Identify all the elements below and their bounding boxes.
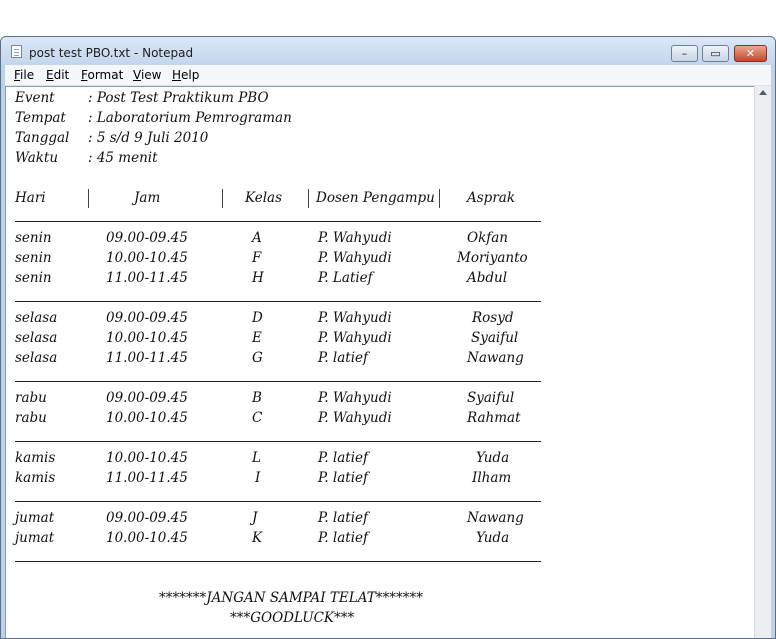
scroll-up-arrow-icon[interactable] [759, 90, 767, 95]
cell-asprak: Abdul [467, 270, 508, 286]
header-dosen: Dosen Pengampu [316, 190, 435, 206]
cell-hari: senin [15, 270, 52, 286]
menu-view[interactable]: View [133, 68, 162, 82]
cell-hari: rabu [15, 410, 47, 426]
cell-jam: 10.00-10.45 [106, 330, 188, 346]
cell-kelas: G [252, 350, 263, 366]
cell-asprak: Rahmat [467, 410, 521, 426]
cell-dosen: P. Wahyudi [318, 230, 392, 246]
cell-hari: kamis [15, 450, 56, 466]
cell-kelas: K [252, 530, 263, 546]
cell-asprak: Rosyd [472, 310, 514, 326]
info-value-event: : Post Test Praktikum PBO [88, 90, 269, 106]
notepad-window [0, 36, 776, 639]
close-button[interactable]: ✕ [734, 45, 767, 62]
menu-file[interactable]: File [14, 68, 35, 82]
cell-kelas: H [252, 270, 264, 286]
cell-hari: rabu [15, 390, 47, 406]
cell-jam: 09.00-09.45 [106, 390, 188, 406]
header-asprak: Asprak [467, 190, 516, 206]
cell-hari: selasa [15, 330, 58, 346]
cell-jam: 10.00-10.45 [106, 530, 188, 546]
column-divider [222, 189, 223, 208]
separator-line [15, 561, 541, 562]
column-divider [88, 189, 89, 208]
cell-dosen: P. latief [318, 350, 369, 366]
cell-kelas: L [252, 450, 261, 466]
separator-line [15, 501, 541, 502]
cell-jam: 10.00-10.45 [106, 450, 188, 466]
info-value-tanggal: : 5 s/d 9 Juli 2010 [88, 130, 209, 146]
info-label-tempat: Tempat [15, 110, 66, 126]
cell-kelas: B [252, 390, 262, 406]
column-divider [439, 189, 440, 208]
cell-kelas: D [252, 310, 263, 326]
cell-jam: 09.00-09.45 [106, 230, 188, 246]
separator-line [15, 381, 541, 382]
cell-dosen: P. latief [318, 450, 369, 466]
cell-dosen: P. Latief [318, 270, 373, 286]
window-frame [771, 86, 775, 639]
header-kelas: Kelas [245, 190, 283, 206]
notepad-icon [11, 45, 22, 58]
cell-dosen: P. Wahyudi [318, 410, 392, 426]
cell-asprak: Ilham [472, 470, 512, 486]
cell-asprak: Syaiful [467, 390, 515, 406]
cell-asprak: Nawang [467, 350, 524, 366]
header-hari: Hari [15, 190, 46, 206]
title-bar[interactable] [1, 37, 775, 65]
cell-jam: 09.00-09.45 [106, 510, 188, 526]
header-jam: Jam [134, 190, 161, 206]
info-label-event: Event [15, 90, 55, 106]
cell-hari: jumat [15, 510, 55, 526]
cell-asprak: Syaiful [471, 330, 519, 346]
cell-hari: senin [15, 250, 52, 266]
cell-jam: 10.00-10.45 [106, 250, 188, 266]
cell-asprak: Nawang [467, 510, 524, 526]
cell-jam: 11.00-11.45 [106, 470, 188, 486]
cell-dosen: P. Wahyudi [318, 330, 392, 346]
cell-dosen: P. Wahyudi [318, 310, 392, 326]
menu-edit[interactable]: Edit [46, 68, 70, 82]
cell-asprak: Yuda [476, 530, 510, 546]
cell-dosen: P. latief [318, 470, 369, 486]
cell-jam: 10.00-10.45 [106, 410, 188, 426]
cell-asprak: Yuda [476, 450, 510, 466]
separator-line [15, 221, 541, 222]
separator-line [15, 441, 541, 442]
cell-jam: 11.00-11.45 [106, 350, 188, 366]
cell-jam: 09.00-09.45 [106, 310, 188, 326]
column-divider [308, 189, 309, 208]
cell-dosen: P. latief [318, 510, 369, 526]
cell-dosen: P. Wahyudi [318, 250, 392, 266]
minimize-button[interactable]: – [671, 45, 698, 62]
cell-hari: kamis [15, 470, 56, 486]
maximize-button[interactable]: ▭ [702, 45, 729, 62]
cell-hari: selasa [15, 350, 58, 366]
separator-line [15, 301, 541, 302]
cell-asprak: Moriyanto [457, 250, 528, 266]
cell-hari: jumat [15, 530, 55, 546]
menu-help[interactable]: Help [172, 68, 200, 82]
cell-kelas: F [252, 250, 262, 266]
cell-hari: senin [15, 230, 52, 246]
info-value-tempat: : Laboratorium Pemrograman [88, 110, 292, 126]
info-label-waktu: Waktu [15, 150, 59, 166]
window-title: post test PBO.txt - Notepad [29, 46, 194, 60]
footer-warning: *******JANGAN SAMPAI TELAT******* [159, 590, 423, 606]
footer-goodluck: ***GOODLUCK*** [230, 610, 355, 626]
cell-kelas: C [252, 410, 263, 426]
cell-kelas: J [252, 510, 258, 526]
cell-kelas: I [255, 470, 261, 486]
info-value-waktu: : 45 menit [88, 150, 158, 166]
cell-jam: 11.00-11.45 [106, 270, 188, 286]
info-label-tanggal: Tanggal [15, 130, 70, 146]
cell-asprak: Okfan [467, 230, 508, 246]
vertical-scrollbar[interactable] [754, 86, 771, 639]
cell-dosen: P. Wahyudi [318, 390, 392, 406]
menu-format[interactable]: Format [81, 68, 124, 82]
cell-dosen: P. latief [318, 530, 369, 546]
cell-kelas: E [252, 330, 262, 346]
cell-hari: selasa [15, 310, 58, 326]
cell-kelas: A [252, 230, 262, 246]
menu-bar [5, 65, 771, 86]
text-editor[interactable] [5, 86, 754, 639]
